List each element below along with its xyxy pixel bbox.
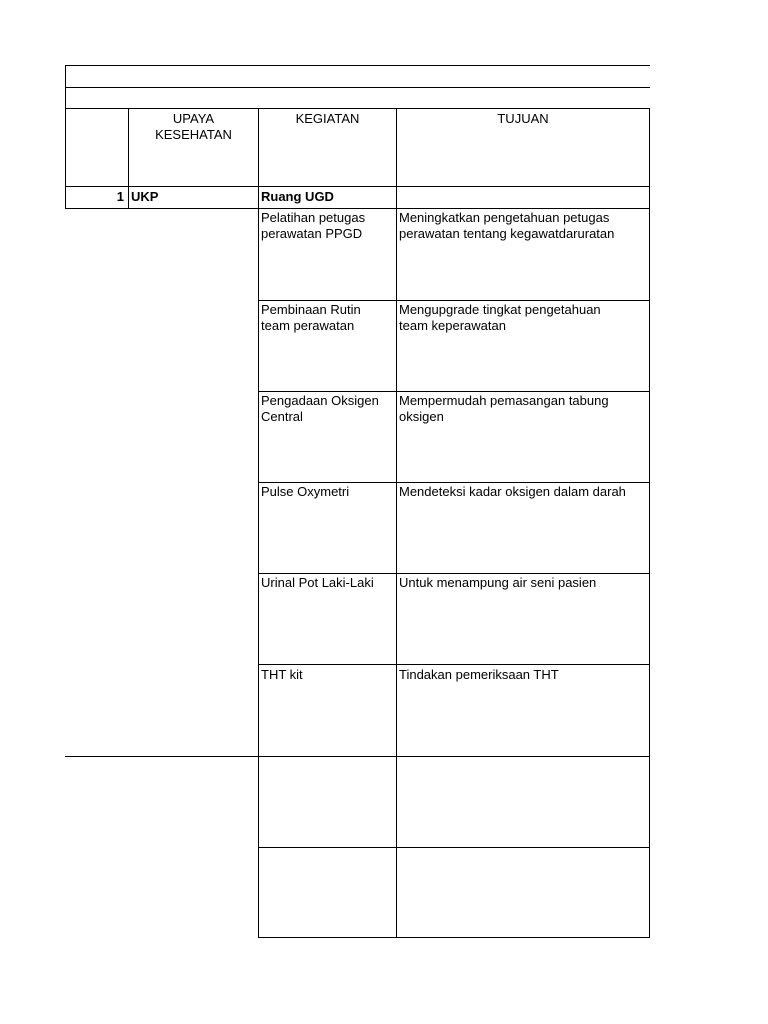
kegiatan-cell: Pengadaan Oksigen Central bbox=[261, 393, 379, 424]
tujuan-cell: Meningkatkan pengetahuan petugas perawatan tentang kegawatdaruratan bbox=[399, 210, 615, 241]
kegiatan-cell: Pulse Oxymetri bbox=[261, 484, 350, 499]
kegiatan-cell: Urinal Pot Laki-Laki bbox=[261, 575, 374, 590]
kegiatan-cell: Pembinaan Rutin team perawatan bbox=[261, 302, 361, 333]
kegiatan-cell: THT kit bbox=[261, 667, 303, 682]
tujuan-cell: Untuk menampung air seni pasien bbox=[399, 575, 597, 590]
kegiatan-cell: Pelatihan petugas perawatan PPGD bbox=[261, 210, 366, 241]
tujuan-cell: Mempermudah pemasangan tabung oksigen bbox=[399, 393, 609, 424]
kegiatan-heading: Ruang UGD bbox=[261, 189, 334, 204]
tujuan-cell: Tindakan pemeriksaan THT bbox=[399, 667, 559, 682]
header-upaya-kesehatan: UPAYA KESEHATAN bbox=[155, 111, 232, 142]
tujuan-cell: Mengupgrade tingkat pengetahuan team keperawatan bbox=[399, 302, 601, 333]
header-tujuan: TUJUAN bbox=[497, 111, 549, 126]
upaya-label: UKP bbox=[131, 189, 159, 204]
tujuan-cell: Mendeteksi kadar oksigen dalam darah bbox=[399, 484, 626, 499]
row-number: 1 bbox=[116, 189, 124, 204]
header-kegiatan: KEGIATAN bbox=[295, 111, 360, 126]
